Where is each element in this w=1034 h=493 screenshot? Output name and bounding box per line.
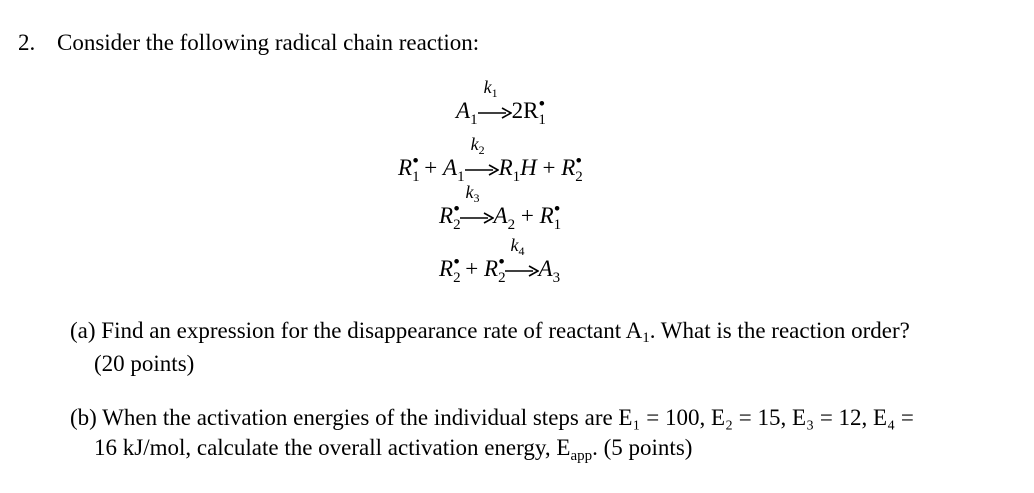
rate-constant-k2: $k_2$ bbox=[470, 133, 485, 157]
reaction-arrow bbox=[465, 133, 499, 180]
part-a-question: . What is the reaction order? bbox=[649, 318, 910, 343]
part-b-line1: When the activation energies of the individual steps are E₁ = 100, E₂ = 15, E₃ = 12, E₄ = bbox=[102, 405, 914, 430]
part-a-subscript: 1 bbox=[642, 330, 650, 346]
part-a bbox=[70, 316, 910, 379]
rate-constant-k4: $k_4$ bbox=[510, 234, 525, 258]
reaction-4: $R_2^• + R_2^•$ $k_4$ $A_3$ bbox=[439, 234, 561, 286]
question-title: Consider the following radical chain reaction: bbox=[57, 30, 480, 55]
question-number: 2. bbox=[18, 30, 36, 55]
part-b-label: (b) bbox=[70, 405, 97, 430]
part-b-points: . (5 points) bbox=[592, 435, 693, 460]
reaction-1: $A_1$ $k_1$ $2R_1^•$ bbox=[456, 76, 546, 128]
reaction-arrow bbox=[460, 181, 494, 228]
part-b-subscript: app bbox=[570, 448, 593, 464]
reaction-arrow bbox=[505, 234, 539, 281]
part-a-label: (a) bbox=[70, 318, 96, 343]
part-a-points: (20 points) bbox=[94, 351, 195, 376]
reaction-arrow bbox=[478, 76, 512, 123]
part-a-text: Find an expression for the disappearance rate of reactant A bbox=[101, 318, 643, 343]
reaction-3: $R_2^•$ $k_3$ $A_2 + R_1^•$ bbox=[439, 181, 562, 233]
rate-constant-k1: $k_1$ bbox=[483, 76, 498, 100]
part-b-line2: 16 kJ/mol, calculate the overall activation energy, E bbox=[94, 435, 571, 460]
rate-constant-k3: $k_3$ bbox=[465, 181, 480, 205]
part-b bbox=[70, 403, 914, 466]
reaction-2: $R_1^• + A_1$ $k_2$ $R_1H + R_2^•$ bbox=[398, 133, 583, 185]
